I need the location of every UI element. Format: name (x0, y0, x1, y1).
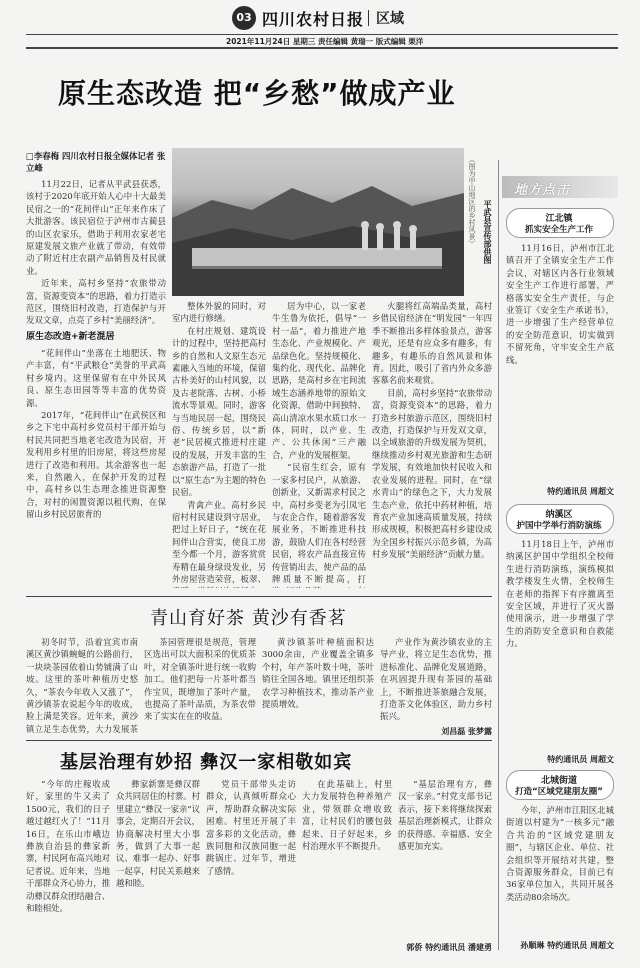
sidebar-item-3-body (506, 804, 614, 924)
sidebar-divider (498, 160, 499, 950)
story3-headline: 基层治理有妙招 彝汉一家相敬如宾 (60, 752, 353, 773)
sidebar-header: 地方点击 (514, 183, 571, 198)
masthead (0, 0, 640, 44)
sidebar-item-2-text: 11月18日上午，泸州市纳溪区护国中学组织全校师生进行消防演练，演练模拟教学楼发生火情，全校师生在老师的指挥下有序撤离至安全区域，并进行了灭火器使用演示，进一步增强了学生的消防安全意识和自救能力。 (506, 539, 614, 649)
masthead-rule-bottom (26, 47, 618, 49)
story3-column-1 (26, 778, 110, 948)
story1-col3-para: 青禽产业。高村乡民宿村村民建设到守居业，把过上好日子，“统在花间伴山合营实，使良工房至今都一个月，游客赏赏寿精在最身绿设发业，另外房屋营造荣营，板翠、 (172, 499, 266, 584)
story1-col2-para: 2017年，“花间伴山”在武侯区和乡之下宅中高村乡党员村干部开始与村民共同把当地老宅改造为民宿，开发利用乡村里的旧房屋，将这些房屋进行了改造和利用。其余游客也一起来，自然融入，在保护开发的过程中，高村乡以生态理念推进资源整合，对村的闲置资源以租代购，在保留山乡村民居旅育的 (26, 409, 166, 520)
story1-column-5 (372, 300, 492, 588)
page-number-badge: 03 (232, 6, 256, 30)
story2-col2-text: 茶园管理很是规范，管理区选出可以大面积采的优质茶叶，对全镇茶叶进行统一收购加工。他们把每一片茶叶都当作宝贝，既增加了茶叶产量，也提高了茶叶品质，为茶农带来了实实在在的收益。 (144, 637, 256, 722)
story1-col3-para: 在村庄规划、建筑设计的过程中，坚持把高村乡的自然和人文原生态元素融入当地的环境，保留古朴美好的山村风貌，以及古老院落、古树、小桥流水等景观。同时，游客与当地民居一起，围绕民俗、传统乡居，以“新老”民居模式推进村庄建设的发展，开发丰富的生态旅游产品，打造了一批以“原生态”为主题的特色民宿。 (172, 325, 266, 498)
story2-col4-text: 产业作为黄沙镇农业的主导产业，将立足生态优势，推进标准化、品牌化发展道路，在巩固提升现有茶园的基础上，不断推进茶旅融合发展，打造茶文化体验区，助力乡村振兴。 (380, 637, 492, 722)
story1-col1-para: 11月22日，记者从平武县获悉，该村于2020年底开始人心中十大最美民宿之一的“花间伴山”正年来作床了大批游客。该民宿位于泸州市古蔺县的山区农家乐，借助于利用农家老宅原建发展文旅产业就了带动，有效带动了附近村庄农副产品销售及村民就业。 (26, 179, 166, 276)
photo-side-caption: （图为中山地区的乡村风景） (468, 156, 476, 247)
story3-col1-text: “今年的庄稼收成好，家里的牛又卖了1500元，我们的日子越过越红火了！”11月16日，在乐山市峨边彝族自治县的彝家新寨，村民阿布高兴地对记者说。近年来，当地干部群众齐心协力，推动彝汉群众团结融合、和睦相处。 (26, 779, 110, 914)
story3-column-4 (302, 778, 392, 948)
story1-photo (172, 148, 464, 296)
sidebar-item-1-body (506, 242, 614, 422)
sidebar-item-2-heading: 护国中学举行消防演练 (516, 521, 602, 531)
sidebar-item-1-small: 江北镇 (545, 214, 573, 224)
story1-col4-para: 居为中心，以一家老牛生鲁为依托，倡导“一村一品”，着力推进产地生态化、产业规模化、产品绿色化。坚持规模化、集约化、现代化、品牌化思路，是高村乡在宅间流域生态涵养地带的原始文化资源，借助中间独特、高山清凉水果水质口水一体，同时，以产业、生产、公共休闲“三产融合，产业的发展框架。 (272, 301, 366, 460)
sidebar-item-2-body (506, 538, 614, 718)
sidebar-item-1-heading: 抓实安全生产工作 (524, 225, 593, 235)
story2-rule-top (26, 596, 492, 597)
story1-col5-para: 火腿将红高端品类量，高村乡借民宿经济在“明发园”一年四季不断推出多样体验景点，游客观光，还是有应众多有趣多，有趣多，有趣乐的自然风景和体育。因此，吸引了省内外众多游客慕名前来观赏。 (372, 301, 492, 386)
story3-column-2 (116, 778, 200, 948)
story2-column-1 (26, 636, 138, 734)
paper-name: 四川农村日报 (262, 10, 365, 29)
story2-column-2 (144, 636, 256, 734)
section-name: 区域 (376, 11, 404, 27)
story1-column-3 (172, 300, 266, 588)
sidebar-item-3-byline: 孙顺琳 特约通讯员 周超文 (520, 941, 614, 950)
story2-headline: 青山育好茶 黄沙有香茗 (150, 608, 347, 629)
story1-headline: 原生态改造 把“乡愁”做成产业 (58, 77, 456, 110)
story2-col3-text: 黄沙镇茶叶种植面积达3000余亩，产业覆盖全镇多个村，年产茶叶数十吨，茶叶销往全国各地。镇里还组织茶农学习种植技术，推动茶产业提质增效。 (262, 637, 374, 710)
sidebar-item-3-text: 今年，泸州市江阳区北城街道以村建为“一核多元”融合共治的“区域党建朋友圈”，与辖区企业、单位、社会组织等开展结对共建，整合资源服务群众，目前已有36家单位加入，共同开展各类活动80余场次。 (506, 805, 614, 902)
story2-byline: 刘昌磊 张梦露 (441, 727, 492, 736)
story3-byline: 郭侨 特约通讯员 潘建勇 (406, 943, 492, 952)
sidebar-item-2-small: 纳溪区 (545, 510, 573, 520)
sidebar-item-2-byline: 特约通讯员 周超文 (547, 755, 614, 764)
story2-col1-text: 初冬时节，沿着宜宾市南溪区黄沙镇蜿蜒的公路前行，一块块茶园依着山势铺满了山坡。这里的茶叶种植历史悠久，“茶农今年收入又涨了”，黄沙镇茶农说起今年的收成，脸上满是笑容。近年来，黄沙镇立足生态优势，大力发展茶 (26, 637, 138, 734)
story1-col1-para: 近年来，高村乡坚持“农旅带动富，资源变资本”的思路，着力打造示范区，围绕旧村改造，打造保护与开发双文章，点亮了乡村“美丽经济”。 (26, 278, 166, 326)
story1-column-1 (26, 178, 166, 588)
story3-col3-text: 党员干部带头走访群众，认真倾听群众心声，帮助群众解决实际困难。村里还开展了丰富多彩的文化活动，彝族同胞和汉族同胞一起跳锅庄、过年节，增进了感情。 (206, 779, 296, 876)
story3-column-3 (206, 778, 296, 948)
story1-col2-para: “花间伴山”坐落在土地肥沃、物产丰富，有“平武粮仓”美誉的平武高村乡境内。这里保留有在中外民风良、原生态田园等等丰富的优势资源。 (26, 347, 166, 408)
photo-landscape (172, 148, 464, 296)
story2-column-4 (380, 636, 492, 722)
story3-col5-text: “基层治理有方，彝汉一家亲。”村党支部书记表示，接下来将继续探索基层治理新模式，让群众的获得感、幸福感、安全感更加充实。 (398, 779, 492, 852)
story3-column-5 (398, 778, 492, 936)
sidebar-header-band (502, 176, 618, 198)
sidebar-item-1-byline: 特约通讯员 周超文 (547, 487, 614, 496)
story3-col2-text: 彝家新寨是彝汉群众共同居住的村寨。村里建立“彝汉一家亲”议事会，定期召开会议，协商解决村里大小事务，做到了大事一起议、难事一起办、好事一起享，村民关系越来越和睦。 (116, 779, 200, 889)
photo-caption: 平武县宣传部供图 (483, 200, 492, 264)
story1-column-4 (272, 300, 366, 588)
masthead-rule-top (26, 34, 618, 35)
story2-column-3 (262, 636, 374, 734)
story3-col4-text: 在此基础上，村里大力发展特色种养殖产业，带领群众增收致富，让村民们的腰包鼓起来、日子好起来，乡村治理水平不断提升。 (302, 779, 392, 852)
issue-info-line: 2021年11月24日 星期三 责任编辑 黄瑞一 版式编辑 栗洋 (226, 37, 424, 46)
story3-rule-top (26, 740, 492, 741)
sidebar-item-1-text: 11月16日，泸州市江北镇召开了全镇安全生产工作会议，对辖区内各行业领域安全生产工作进行部署，严格落实安全生产责任，与企业签订《安全生产承诺书》，进一步增强了生产经营单位的安全防范意识，切实做到不留死角，守牢安全生产底线。 (506, 243, 614, 365)
sidebar-item-3-small: 北城街道 (540, 776, 577, 786)
story1-col4-para: “民宿生红会，原有一家多村民户，从旅游、创新业，又新需求村民之中，高村乡变老为引凤宅与农企合作，随着游客发展业务，不断推进科技游，鼓励人们在各村经营民宿，将农产品直接宣传传营销出去，使产品的品牌质量不断提高，打 (272, 462, 366, 584)
story1-subhead-1: 原生态改造+新老混居 (26, 331, 115, 342)
story1-byline: □李春梅 四川农村日报全媒体记者 张立峰 (26, 151, 166, 173)
masthead-divider (368, 10, 369, 26)
story1-col3-para: 整体外貌的同时，对室内进行修缮。 (172, 301, 266, 324)
story1-col5-para: 目前，高村乡坚持“农旅带动富，资源变资本”的思路，着力打造乡村旅游示范区，围绕旧村改造，打造保护与开发双文章，以全域旅游的升级发展为契机，继续推动乡村观光旅游和生态研学发展，有效地加快村民收入和农业发展的进程。同时，在“绿水青山”的绿色之下，大力发展生态产业，依托中药材种植，培育农产业加速高质量发展，持续形成规模，积极把高村乡建设成为全国乡村振兴示范乡镇，为高村乡发展“美丽经济”贡献力量。 (372, 387, 492, 560)
sidebar-item-3-heading: 打造“区域党建朋友圈” (515, 787, 603, 797)
